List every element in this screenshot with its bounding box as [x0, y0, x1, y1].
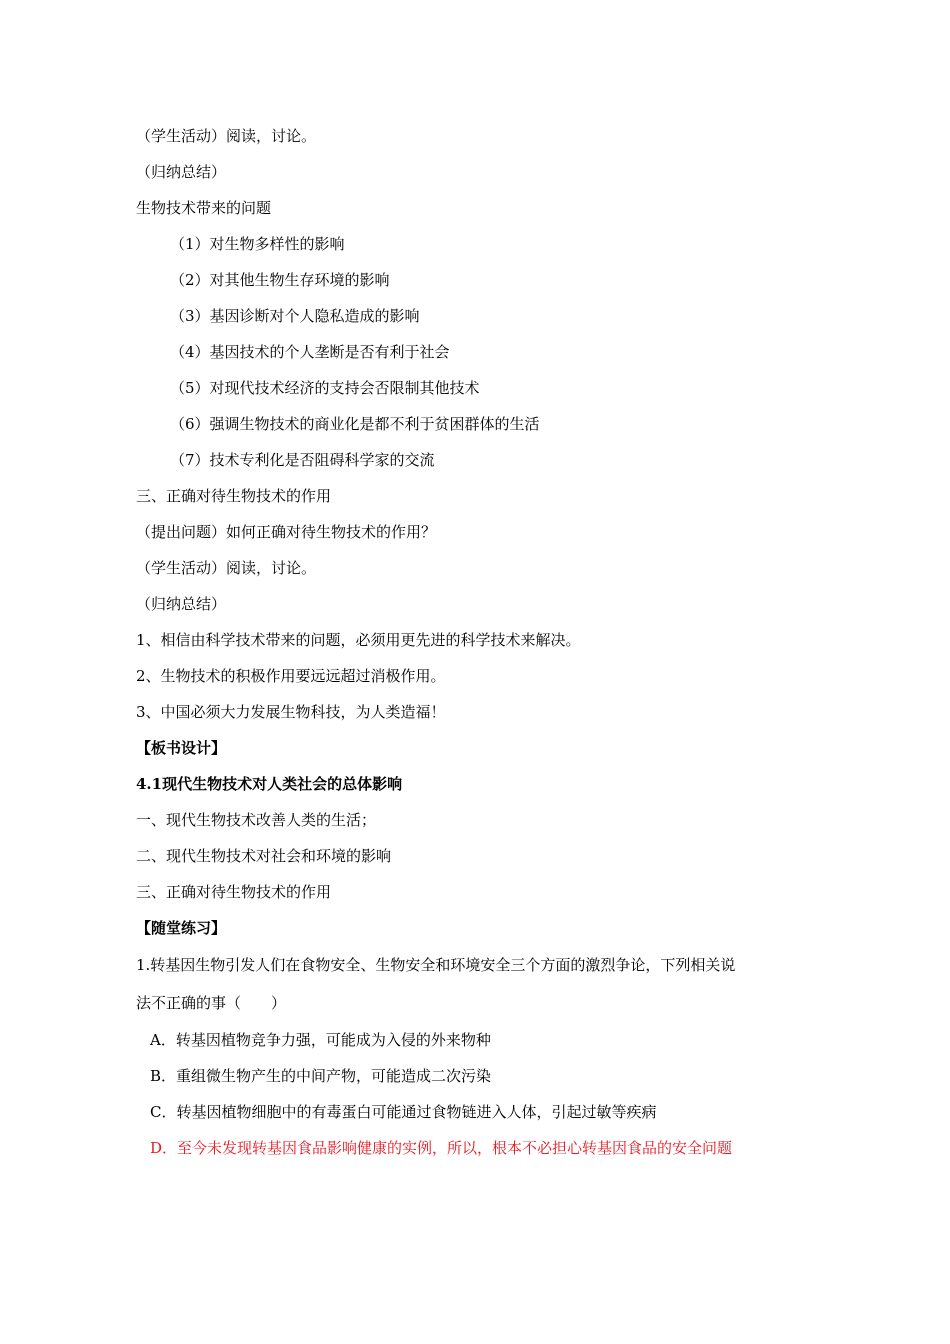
conclusion-item: 3、中国必须大力发展生物科技，为人类造福！: [136, 703, 446, 721]
option-c: C．转基因植物细胞中的有毒蛋白可能通过食物链进入人体，引起过敏等疾病: [150, 1103, 657, 1121]
board-title: 4.1现代生物技术对人类社会的总体影响: [136, 775, 403, 793]
board-item: 一、现代生物技术改善人类的生活；: [136, 811, 377, 829]
option-a: A．转基因植物竞争力强，可能成为入侵的外来物种: [150, 1031, 491, 1049]
conclusion-item: 2、生物技术的积极作用要远远超过消极作用。: [136, 667, 446, 685]
conclusion-item: 1、相信由科学技术带来的问题，必须用更先进的科学技术来解决。: [136, 631, 581, 649]
board-heading: 【板书设计】: [136, 739, 227, 757]
section-heading: 三、正确对待生物技术的作用: [136, 487, 332, 505]
option-d-answer: D．至今未发现转基因食品影响健康的实例，所以，根本不必担心转基因食品的安全问题: [150, 1139, 733, 1157]
question-line: （提出问题）如何正确对待生物技术的作用？: [136, 523, 437, 541]
problem-item: （2）对其他生物生存环境的影响: [170, 271, 390, 289]
problem-item: （5）对现代技术经济的支持会否限制其他技术: [170, 379, 480, 397]
problem-item: （4）基因技术的个人垄断是否有利于社会: [170, 343, 450, 361]
problem-item: （1）对生物多样性的影响: [170, 235, 345, 253]
activity-line: （学生活动）阅读，讨论。: [136, 127, 317, 145]
problems-title: 生物技术带来的问题: [136, 199, 272, 217]
question-text: 法不正确的事（ ）: [136, 994, 287, 1012]
option-b: B．重组微生物产生的中间产物，可能造成二次污染: [150, 1067, 492, 1085]
problem-item: （6）强调生物技术的商业化是都不利于贫困群体的生活: [170, 415, 540, 433]
question-text: 1.转基因生物引发人们在食物安全、生物安全和环境安全三个方面的激烈争论，下列相关说: [136, 956, 736, 974]
activity-line: （学生活动）阅读，讨论。: [136, 559, 317, 577]
problem-item: （3）基因诊断对个人隐私造成的影响: [170, 307, 420, 325]
board-item: 二、现代生物技术对社会和环境的影响: [136, 847, 392, 865]
problem-item: （7）技术专利化是否阻碍科学家的交流: [170, 451, 435, 469]
summary-line: （归纳总结）: [136, 595, 227, 613]
practice-heading: 【随堂练习】: [136, 919, 227, 937]
board-item: 三、正确对待生物技术的作用: [136, 883, 332, 901]
summary-line: （归纳总结）: [136, 163, 227, 181]
